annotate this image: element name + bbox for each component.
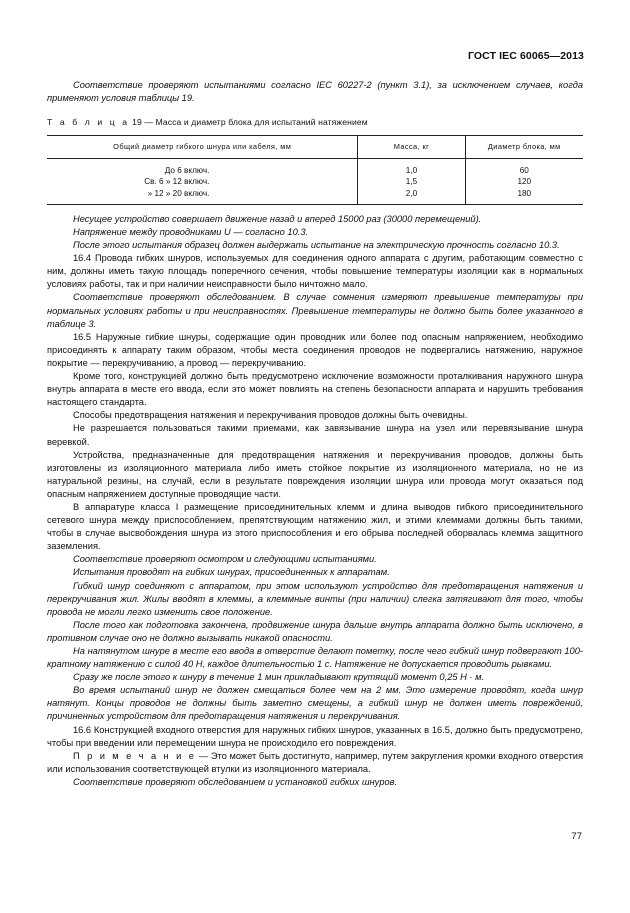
paragraph: Соответствие проверяют обследованием. В случае сомнения измеряют превышение температуры при нормальных условиях работы и при неисправностях. Превышение температуры не должно быть более указанного в таблице 3. bbox=[47, 292, 583, 329]
paragraph: После того как подготовка закончена, продвижение шнура дальше внутрь аппарата должно быть исключено, в противном случае оно не должно вызывать никакой опасности. bbox=[47, 619, 583, 643]
cell-diameter: До 6 включ. bbox=[47, 158, 358, 176]
mass-diameter-table bbox=[47, 135, 583, 205]
note bbox=[47, 750, 583, 776]
paragraph: Устройства, предназначенные для предотвращения натяжения и перекручивания проводов, должны быть изготовлены из изоляционного материала либо иметь стойкое покрытие из изоляционного материала, но не из натуральной резины, на случай, если в результате повреждения изоляции шнура или провода могут оказаться под опасным напряжением доступные проводящие части. bbox=[47, 449, 583, 499]
table-caption-label: Т а б л и ц а bbox=[47, 117, 130, 128]
table-caption-text: 19 — Масса и диаметр блока для испытаний натяжением bbox=[132, 117, 368, 128]
clause-16-6: 16.6 Конструкцией входного отверстия для наружных гибких шнуров, указанных в 16.5, должно быть предусмотрено, чтобы при введении или перемещении шнура не происходило его повреждения. bbox=[47, 724, 583, 748]
cell-mass: 1,0 bbox=[358, 158, 465, 176]
clause-16-4: 16.4 Провода гибких шнуров, используемых для соединения одного аппарата с другим, работающим совместно с ним, должны иметь такую площадь поперечного сечения, чтобы повышение температуры изоляции как в нормальных условиях работы, так и при наличии неисправности было ничтожно мало. bbox=[47, 253, 583, 290]
paragraph: Испытания проводят на гибких шнурах, присоединенных к аппаратам. bbox=[73, 567, 390, 578]
paragraph: Во время испытаний шнур не должен смещаться более чем на 2 мм. Это измерение проводят, когда шнур натянут. Концы проводов не должны быть заметно смещены, а гибкий шнур не должен иметь повреждений, причиненных устройством для предотвращения натяжения и перекручивания. bbox=[47, 685, 583, 722]
paragraph: Соответствие проверяют испытаниями согласно IEC 60227-2 (пункт 3.1), за исключением случаев, когда применяют условия таблицы 19. bbox=[47, 80, 583, 104]
paragraph: На натянутом шнуре в месте его ввода в отверстие делают пометку, после чего гибкий шнур подвергают 100-кратному натяжению с силой 40 Н, каждое длительностью 1 с. Натяжение не допускается проводить рывками. bbox=[47, 646, 583, 670]
standard-code: ГОСТ IEC 60065—2013 bbox=[467, 50, 584, 62]
table-row bbox=[47, 176, 583, 187]
cell-block: 60 bbox=[519, 165, 529, 175]
paragraph: Соответствие проверяют обследованием и установкой гибких шнуров. bbox=[73, 776, 398, 787]
column-header-diameter: Общий диаметр гибкого шнура или кабеля, мм bbox=[47, 136, 358, 158]
column-header-mass: Масса, кг bbox=[358, 136, 465, 158]
cell-mass: 1,5 bbox=[358, 176, 465, 187]
table-header-row bbox=[47, 136, 583, 158]
cell-diameter: Св. 6 » 12 включ. bbox=[47, 176, 358, 187]
table-row bbox=[47, 188, 583, 205]
column-header-block: Диаметр блока, мм bbox=[465, 136, 583, 158]
cell-diameter: » 12 » 20 включ. bbox=[47, 188, 358, 205]
table-row bbox=[47, 158, 583, 176]
paragraph: Не разрешается пользоваться такими приемами, как завязывание шнура на узел или перевязывание шнура веревкой. bbox=[47, 423, 583, 447]
paragraph: После этого испытания образец должен выдержать испытание на электрическую прочность согласно 10.3. bbox=[73, 240, 560, 251]
paragraph: Несущее устройство совершает движение назад и вперед 15000 раз (30000 перемещений). bbox=[73, 213, 482, 224]
cell-block: 120 bbox=[517, 177, 532, 187]
cell-mass: 2,0 bbox=[358, 188, 465, 205]
paragraph: Гибкий шнур соединяют с аппаратом, при этом используют устройство для предотвращения натяжения и перекручивания жил. Жилы вводят в клеммы, а клеммные винты (при наличии) слегка затягивают для того, чтобы провода не могли легко изменить свое положение. bbox=[47, 580, 583, 617]
paragraph: Напряжение между проводниками U — согласно 10.3. bbox=[73, 227, 309, 237]
clause-16-5: 16.5 Наружные гибкие шнуры, содержащие один проводник или более под опасным напряжением, необходимо присоединять к аппарату таким образом, чтобы места соединения проводов не подвергались натяжению, наружное покрытие — перекручиванию, а провод — перекручиванию. bbox=[47, 331, 583, 368]
cell-block: 180 bbox=[465, 188, 583, 205]
paragraph: Кроме того, конструкцией должно быть предусмотрено исключение возможности проталкивания наружного шнура внутрь аппарата в месте его ввода, если это может повлиять на степень безопасности аппарата и нарушить требования настоящего стандарта. bbox=[47, 371, 583, 408]
note-text: — Это может быть достигнуто, например, путем закругления кромки входного отверстия или использования соответствующей втулки из изоляционного материала. bbox=[47, 750, 583, 774]
paragraph: Соответствие проверяют осмотром и следующими испытаниями. bbox=[73, 554, 377, 565]
paragraph: Способы предотвращения натяжения и перекручивания проводов должны быть очевидны. bbox=[73, 410, 468, 421]
table-caption bbox=[47, 116, 583, 129]
paragraph: Сразу же после этого к шнуру в течение 1 мин прикладывают крутящий момент 0,25 Н · м. bbox=[73, 672, 485, 683]
document-body bbox=[47, 79, 583, 789]
paragraph: В аппаратуре класса I размещение присоединительных клемм и длина выводов гибкого присоединительного сетевого шнура между приспособлением, препятствующим натяжению жил, и этими клеммами должны быть такими, чтобы в случае высвобождения шнура из этого приспособления и его обрыва последней оборвалась клемма защитного заземления. bbox=[47, 501, 583, 552]
note-label: П р и м е ч а н и е bbox=[73, 750, 197, 761]
page-number: 77 bbox=[571, 830, 582, 842]
